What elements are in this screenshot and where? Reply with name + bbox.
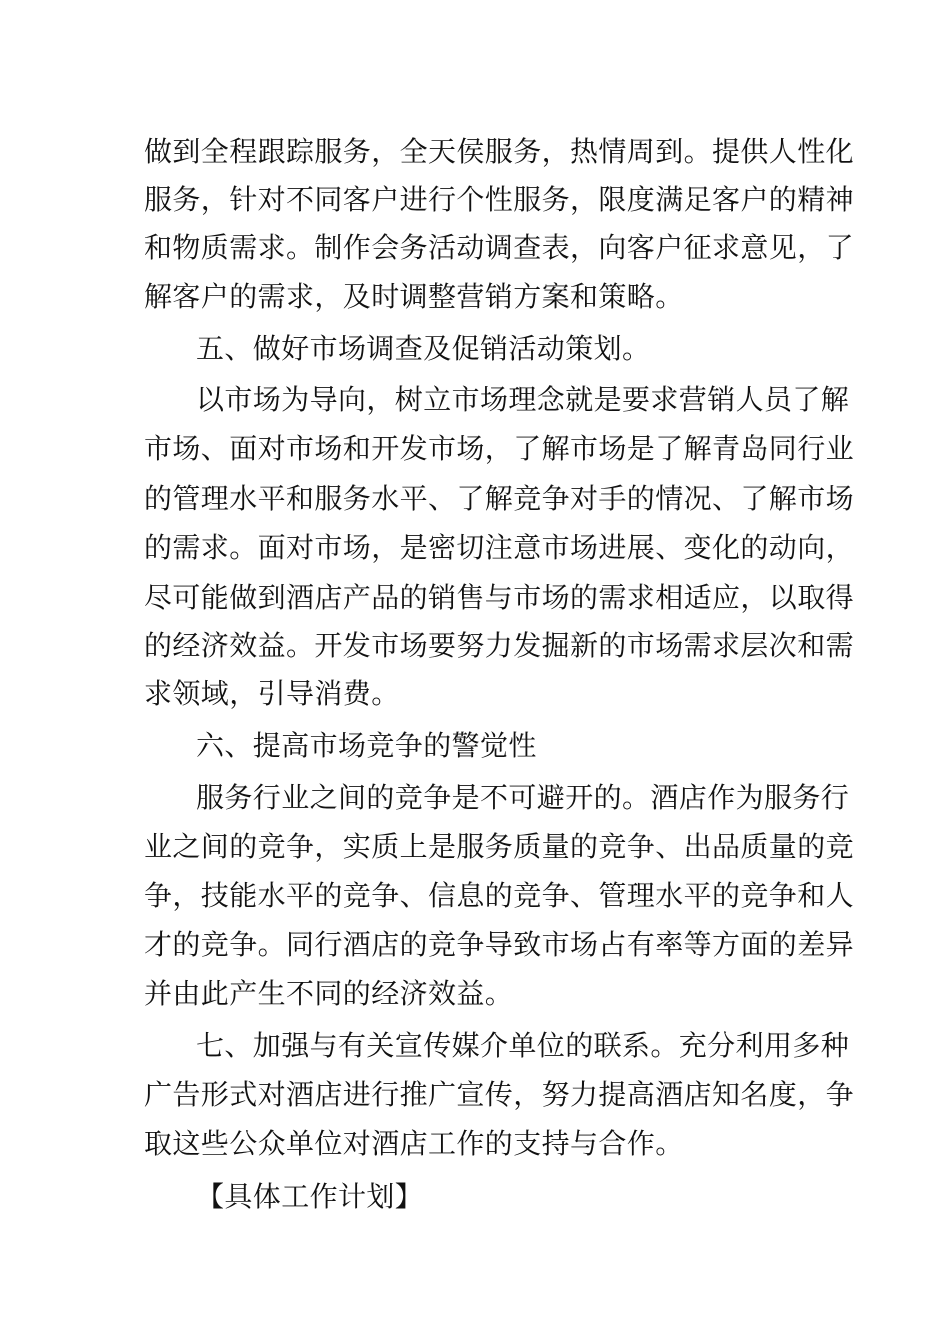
text-line: 七、加强与有关宣传媒介单位的联系。充分利用多种 [196, 1029, 850, 1062]
section-heading: 【具体工作计划】 [196, 1180, 424, 1213]
text-line: 广告形式对酒店进行推广宣传，努力提高酒店知名度，争 [144, 1078, 855, 1111]
text-line: 尽可能做到酒店产品的销售与市场的需求相适应，以取得 [144, 581, 855, 614]
text-line: 的需求。面对市场，是密切注意市场进展、变化的动向， [144, 531, 855, 564]
text-line: 争，技能水平的竞争、信息的竞争、管理水平的竞争和人 [144, 879, 855, 912]
text-line: 以市场为导向，树立市场理念就是要求营销人员了解 [196, 383, 850, 416]
text-line: 解客户的需求，及时调整营销方案和策略。 [144, 280, 684, 313]
text-line: 和物质需求。制作会务活动调查表，向客户征求意见，了 [144, 231, 855, 264]
text-line: 市场、面对市场和开发市场，了解市场是了解青岛同行业 [144, 432, 855, 465]
text-line: 求领域，引导消费。 [144, 677, 400, 710]
text-line: 并由此产生不同的经济效益。 [144, 977, 514, 1010]
section-heading: 五、做好市场调查及促销活动策划。 [196, 332, 651, 365]
text-line: 的经济效益。开发市场要努力发掘新的市场需求层次和需 [144, 629, 855, 662]
text-line: 的管理水平和服务水平、了解竞争对手的情况、了解市场 [144, 482, 855, 515]
text-line: 服务，针对不同客户进行个性服务，限度满足客户的精神 [144, 183, 855, 216]
text-line: 业之间的竞争，实质上是服务质量的竞争、出品质量的竞 [144, 830, 855, 863]
text-line: 做到全程跟踪服务，全天侯服务，热情周到。提供人性化 [144, 135, 855, 168]
section-heading: 六、提高市场竞争的警觉性 [196, 729, 537, 762]
text-line: 才的竞争。同行酒店的竞争导致市场占有率等方面的差异 [144, 928, 855, 961]
text-line: 取这些公众单位对酒店工作的支持与合作。 [144, 1127, 684, 1160]
text-line: 服务行业之间的竞争是不可避开的。酒店作为服务行 [196, 781, 850, 814]
